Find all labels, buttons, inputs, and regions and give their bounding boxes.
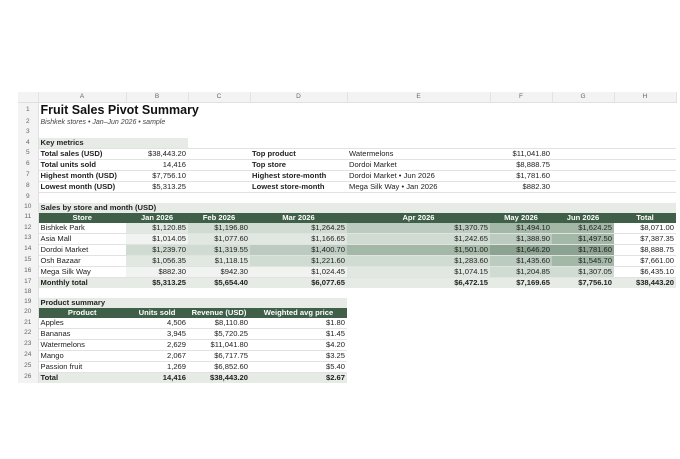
pivot-header-cell[interactable]: Total: [614, 213, 676, 223]
product-name[interactable]: Bananas: [38, 328, 126, 339]
store-name[interactable]: Dordoi Market: [38, 244, 126, 255]
row-number[interactable]: 21: [18, 318, 38, 329]
row-number[interactable]: 25: [18, 361, 38, 372]
pivot-row: [18, 244, 676, 255]
metric-label[interactable]: Total units sold: [38, 159, 126, 170]
metric-value[interactable]: $5,313.25: [126, 181, 188, 192]
column-header[interactable]: F: [490, 92, 552, 103]
row-number[interactable]: 15: [18, 255, 38, 266]
pivot-cell[interactable]: $1,435.60: [490, 255, 552, 266]
metric-label[interactable]: Lowest month (USD): [38, 181, 126, 192]
product-name[interactable]: Apples: [38, 318, 126, 329]
pivot-cell[interactable]: $1,024.45: [250, 266, 347, 277]
metric-detail[interactable]: Watermelons: [347, 148, 490, 159]
row-number[interactable]: 14: [18, 244, 38, 255]
product-total-label[interactable]: Total: [38, 372, 126, 383]
product-header-cell[interactable]: Product: [38, 308, 126, 318]
total-revenue[interactable]: $38,443.20: [188, 372, 250, 383]
column-header[interactable]: G: [552, 92, 614, 103]
column-header[interactable]: D: [250, 92, 347, 103]
pivot-cell[interactable]: $1,283.60: [347, 255, 490, 266]
product-row: [18, 361, 676, 372]
row-number[interactable]: 2: [18, 118, 38, 128]
product-name[interactable]: Mango: [38, 350, 126, 361]
pivot-header-cell[interactable]: Apr 2026: [347, 213, 490, 223]
pivot-cell[interactable]: $1,120.85: [126, 223, 188, 234]
units-sold[interactable]: 2,067: [126, 350, 188, 361]
revenue[interactable]: $6,852.60: [188, 361, 250, 372]
sheet-row: [18, 203, 676, 213]
row-number[interactable]: 18: [18, 288, 38, 298]
units-sold[interactable]: 2,629: [126, 339, 188, 350]
units-sold[interactable]: 4,506: [126, 318, 188, 329]
row-number[interactable]: 13: [18, 233, 38, 244]
metric-label[interactable]: Total sales (USD): [38, 148, 126, 159]
avg-price[interactable]: $1.45: [250, 328, 347, 339]
pivot-cell[interactable]: $942.30: [188, 266, 250, 277]
store-total[interactable]: $7,661.00: [614, 255, 676, 266]
pivot-header-row: [18, 213, 676, 223]
row-number[interactable]: 26: [18, 372, 38, 383]
product-name[interactable]: Watermelons: [38, 339, 126, 350]
pivot-cell[interactable]: $1,494.10: [490, 223, 552, 234]
row-number[interactable]: 1: [18, 103, 38, 118]
pivot-header-cell[interactable]: Jun 2026: [552, 213, 614, 223]
product-header-row: [18, 308, 676, 318]
pivot-cell[interactable]: $1,624.25: [552, 223, 614, 234]
column-header[interactable]: E: [347, 92, 490, 103]
product-row: [18, 318, 676, 329]
pivot-header-cell[interactable]: Mar 2026: [250, 213, 347, 223]
pivot-cell[interactable]: $1,497.50: [552, 233, 614, 244]
pivot-cell[interactable]: $882.30: [126, 266, 188, 277]
sheet-row: [18, 192, 676, 203]
column-header[interactable]: H: [614, 92, 676, 103]
pivot-cell[interactable]: $1,264.25: [250, 223, 347, 234]
metric-label[interactable]: Lowest store-month: [250, 181, 347, 192]
pivot-cell[interactable]: $1,370.75: [347, 223, 490, 234]
product-row: [18, 350, 676, 361]
pivot-cell[interactable]: $1,307.05: [552, 266, 614, 277]
metric-row: [18, 148, 676, 159]
column-header[interactable]: B: [126, 92, 188, 103]
pivot-cell[interactable]: $1,166.65: [250, 233, 347, 244]
metric-value[interactable]: $7,756.10: [126, 170, 188, 181]
metric-detail[interactable]: Dordoi Market: [347, 159, 490, 170]
avg-price[interactable]: $1.80: [250, 318, 347, 329]
pivot-cell[interactable]: $1,204.85: [490, 266, 552, 277]
pivot-cell[interactable]: $1,118.15: [188, 255, 250, 266]
metric-row: [18, 181, 676, 192]
total-units[interactable]: 14,416: [126, 372, 188, 383]
pivot-cell[interactable]: $1,074.15: [347, 266, 490, 277]
pivot-row: [18, 233, 676, 244]
metric-row: [18, 159, 676, 170]
pivot-header-cell[interactable]: Store: [38, 213, 126, 223]
store-name[interactable]: Mega Silk Way: [38, 266, 126, 277]
store-name[interactable]: Bishkek Park: [38, 223, 126, 234]
pivot-header-cell[interactable]: Jan 2026: [126, 213, 188, 223]
pivot-header-cell[interactable]: May 2026: [490, 213, 552, 223]
metric-value[interactable]: $8,888.75: [490, 159, 552, 170]
pivot-total-row: [18, 277, 676, 288]
total-avg-price[interactable]: $2.67: [250, 372, 347, 383]
metric-label[interactable]: Highest month (USD): [38, 170, 126, 181]
product-header-cell[interactable]: Weighted avg price: [250, 308, 347, 318]
store-total[interactable]: $6,435.10: [614, 266, 676, 277]
row-number[interactable]: 6: [18, 159, 38, 170]
units-sold[interactable]: 1,269: [126, 361, 188, 372]
product-total-row: [18, 372, 676, 383]
pivot-cell[interactable]: $1,077.60: [188, 233, 250, 244]
row-number[interactable]: 16: [18, 266, 38, 277]
metric-value[interactable]: $11,041.80: [490, 148, 552, 159]
row-number[interactable]: 3: [18, 128, 38, 138]
units-sold[interactable]: 3,945: [126, 328, 188, 339]
product-header-cell[interactable]: Revenue (USD): [188, 308, 250, 318]
avg-price[interactable]: $4.20: [250, 339, 347, 350]
metric-row: [18, 170, 676, 181]
sheet-title[interactable]: Fruit Sales Pivot Summary: [40, 103, 199, 117]
row-number[interactable]: 17: [18, 277, 38, 288]
sheet-row: [18, 103, 676, 118]
pivot-cell[interactable]: $1,400.70: [250, 244, 347, 255]
pivot-row: [18, 255, 676, 266]
row-number[interactable]: 9: [18, 192, 38, 203]
metric-value[interactable]: $1,781.60: [490, 170, 552, 181]
row-number[interactable]: 7: [18, 170, 38, 181]
pivot-header-cell[interactable]: Feb 2026: [188, 213, 250, 223]
pivot-cell[interactable]: $1,545.70: [552, 255, 614, 266]
metric-value[interactable]: $38,443.20: [126, 148, 188, 159]
store-name[interactable]: Osh Bazaar: [38, 255, 126, 266]
spreadsheet-grid: [18, 92, 677, 383]
metric-detail[interactable]: Dordoi Market • Jun 2026: [347, 170, 490, 181]
revenue[interactable]: $11,041.80: [188, 339, 250, 350]
monthly-total[interactable]: $7,756.10: [552, 277, 614, 288]
pivot-total-label[interactable]: Monthly total: [38, 277, 126, 288]
monthly-total[interactable]: $5,654.40: [188, 277, 250, 288]
metric-value[interactable]: 14,416: [126, 159, 188, 170]
product-header-cell[interactable]: Units sold: [126, 308, 188, 318]
row-number[interactable]: 19: [18, 298, 38, 308]
pivot-cell[interactable]: $1,388.90: [490, 233, 552, 244]
row-number[interactable]: 12: [18, 223, 38, 234]
avg-price[interactable]: $5.40: [250, 361, 347, 372]
select-all-corner[interactable]: [18, 92, 38, 103]
pivot-cell[interactable]: $1,319.55: [188, 244, 250, 255]
sheet-row: [18, 298, 676, 308]
pivot-cell[interactable]: $1,239.70: [126, 244, 188, 255]
sheet-row: [18, 288, 676, 298]
store-name[interactable]: Asia Mall: [38, 233, 126, 244]
product-row: [18, 339, 676, 350]
sheet-row: [18, 128, 676, 138]
row-number[interactable]: 10: [18, 203, 38, 213]
monthly-total[interactable]: $5,313.25: [126, 277, 188, 288]
row-number[interactable]: 22: [18, 328, 38, 339]
pivot-row: [18, 266, 676, 277]
store-total[interactable]: $8,071.00: [614, 223, 676, 234]
pivot-cell[interactable]: $1,056.35: [126, 255, 188, 266]
monthly-total[interactable]: $6,472.15: [347, 277, 490, 288]
pivot-cell[interactable]: $1,221.60: [250, 255, 347, 266]
pivot-cell[interactable]: $1,014.05: [126, 233, 188, 244]
product-summary-heading[interactable]: Product summary: [38, 298, 347, 308]
metric-value[interactable]: $882.30: [490, 181, 552, 192]
pivot-cell[interactable]: $1,501.00: [347, 244, 490, 255]
grand-total[interactable]: $38,443.20: [614, 277, 676, 288]
pivot-cell[interactable]: $1,646.20: [490, 244, 552, 255]
row-number[interactable]: 8: [18, 181, 38, 192]
row-number[interactable]: 11: [18, 213, 38, 223]
sheet-row: [18, 118, 676, 128]
row-number[interactable]: 5: [18, 148, 38, 159]
metric-label[interactable]: Top store: [250, 159, 347, 170]
pivot-row: [18, 223, 676, 234]
row-number[interactable]: 4: [18, 138, 38, 149]
pivot-cell[interactable]: $1,242.65: [347, 233, 490, 244]
store-total[interactable]: $8,888.75: [614, 244, 676, 255]
pivot-cell[interactable]: $1,781.60: [552, 244, 614, 255]
revenue[interactable]: $5,720.25: [188, 328, 250, 339]
column-header[interactable]: A: [38, 92, 126, 103]
pivot-heading[interactable]: Sales by store and month (USD): [38, 203, 676, 213]
revenue[interactable]: $8,110.80: [188, 318, 250, 329]
column-header[interactable]: C: [188, 92, 250, 103]
revenue[interactable]: $6,717.75: [188, 350, 250, 361]
key-metrics-heading[interactable]: Key metrics: [38, 138, 188, 149]
monthly-total[interactable]: $7,169.65: [490, 277, 552, 288]
row-number[interactable]: 20: [18, 308, 38, 318]
product-row: [18, 328, 676, 339]
pivot-cell[interactable]: $1,196.80: [188, 223, 250, 234]
metric-detail[interactable]: Mega Silk Way • Jan 2026: [347, 181, 490, 192]
column-header-row: [18, 92, 676, 103]
monthly-total[interactable]: $6,077.65: [250, 277, 347, 288]
metric-label[interactable]: Top product: [250, 148, 347, 159]
sheet-row: [18, 138, 676, 149]
product-name[interactable]: Passion fruit: [38, 361, 126, 372]
metric-label[interactable]: Highest store-month: [250, 170, 347, 181]
row-number[interactable]: 24: [18, 350, 38, 361]
avg-price[interactable]: $3.25: [250, 350, 347, 361]
sheet-subtitle[interactable]: Bishkek stores • Jan–Jun 2026 • sample: [40, 119, 166, 126]
row-number[interactable]: 23: [18, 339, 38, 350]
store-total[interactable]: $7,387.35: [614, 233, 676, 244]
